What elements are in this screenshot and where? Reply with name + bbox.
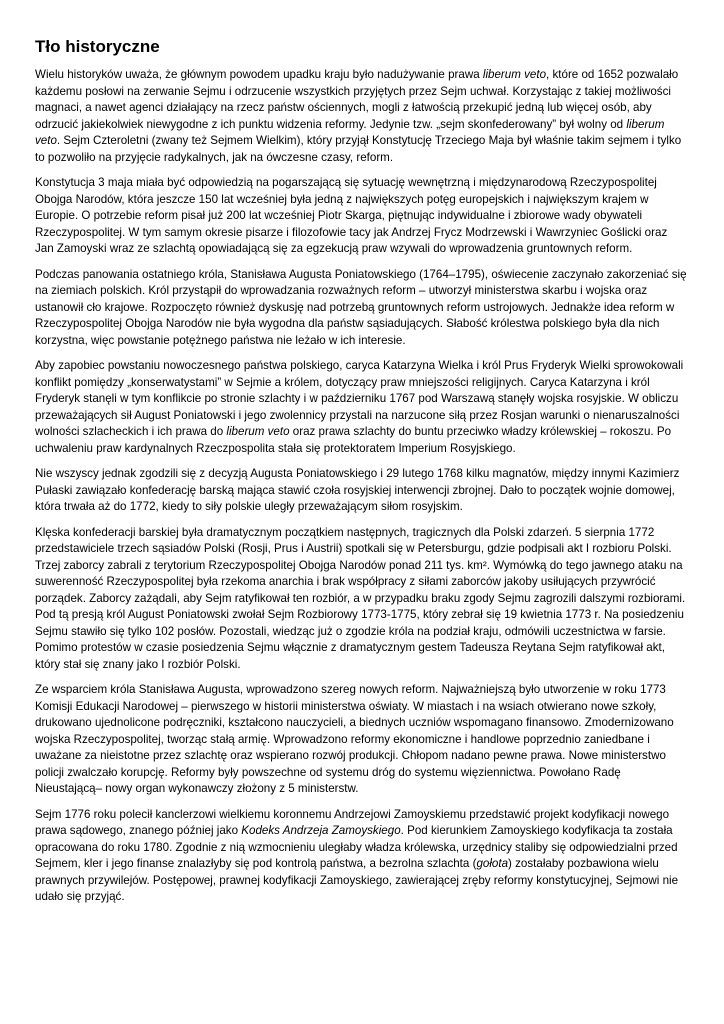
document-page bbox=[35, 36, 689, 915]
text-run: Klęska konfederacji barskiej była dramatycznym początkiem następnych, tragicznych dla Polski zdarzeń. 5 sierpnia 1772 przedstawiciele trzech sąsiadów Polski (Rosji, Prus i Austrii) spotkali się w Petersburgu, gdzie podpisali akt I rozbioru Polski. Trzej zaborcy zabrali z terytorium Rzeczypospolitej Obojga Narodów ponad 211 tys. km². Wymówką do tego jawnego ataku na suwerenność Rzeczypospolitej była rzekoma anarchia i brak współpracy z siłami zaborców jakoby usiłujących przywrócić porządek. Zaborcy zażądali, aby Sejm ratyfikował ten rozbiór, a w przypadku braku zgody Sejmu zagrozili dalszymi rozbiorami. Pod tą presją król August Poniatowski zwołał Sejm Rozbiorowy 1773-1775, który zebrał się 19 kwietnia 1773 r. Na posiedzeniu Sejmu stawiło się tylko 102 posłów. Pozostali, wiedząc już o zgodzie króla na podział kraju, odmówili uczestnictwa w farsie. Pomimo protestów w czasie posiedzenia Sejmu włącznie z dramatycznym gestem Tadeusza Reytana Sejm ratyfikował akt, który stał się znany jako I rozbiór Polski. bbox=[35, 525, 686, 671]
text-run: . Pod kierunkiem Zamoyskiego kodyfikacja ta została opracowana do roku 1780. Zgodnie z nią wzmocnieniu uległaby władza królewska, urzędnicy staliby się odpowiedzialni przed Sejmem, kler i jego finanse znalazłyby się pod kontrolą państwa, a bezrolna szlachta ( bbox=[35, 824, 678, 870]
text-run: Wielu historyków uważa, że głównym powodem upadku kraju było nadużywanie prawa bbox=[35, 68, 483, 81]
paragraph-3 bbox=[35, 267, 689, 350]
italic-term: liberum veto bbox=[482, 68, 547, 81]
italic-term: Kodeks Andrzeja Zamoyskiego bbox=[241, 824, 401, 837]
text-run: Sejm 1776 roku polecił kanclerzowi wielkiemu koronnemu Andrzejowi Zamoyskiemu przedstawić projekt kodyfikacji nowego prawa sądowego, znanego później jako bbox=[35, 807, 670, 837]
text-run: ) zostałaby pozbawiona wielu prawnych przywilejów. Postępowej, prawnej kodyfikacji Zamoyskiego, zawierającej zręby reformy konstytucyjnej, Sejmowi nie udało się przyjąć. bbox=[35, 857, 679, 903]
paragraph-2 bbox=[35, 175, 689, 258]
text-run: oraz prawa szlachty do buntu przeciwko władzy królewskiej – rokoszu. Po uchwaleniu praw kardynalnych Rzeczpospolita stała się protektoratem Imperium Rosyjskiego. bbox=[35, 425, 672, 455]
italic-term: liberum veto bbox=[226, 425, 290, 438]
paragraph-1 bbox=[35, 67, 689, 166]
paragraph-4 bbox=[35, 358, 689, 457]
italic-term: gołota bbox=[476, 857, 509, 870]
text-run: Ze wsparciem króla Stanisława Augusta, wprowadzono szereg nowych reform. Najważniejszą było utworzenie w roku 1773 Komisji Edukacji Narodowej – pierwszego w historii ministerstwa oświaty. W miastach i na wsiach otwierano nowe szkoły, drukowano ujednolicone podręczniki, kształcono nauczycieli, a biednych uczniów wspomagano finansowo. Zmodernizowano wojska Rzeczypospolitej, tworząc stałą armię. Wprowadzono reformy ekonomiczne i handlowe poprzednio zaniedbane i uważane za nieistotne przez szlachtę oraz wspierano rozwój produkcji. Chłopom nadano pewne prawa. Nowe ministerstwo policji zwalczało korupcję. Reformy były powszechne od systemu dróg do systemu więziennictwa. Powołano Radę Nieustającą– nowy organ wykonawczy złożony z 5 ministerstw. bbox=[35, 683, 674, 795]
text-run: Podczas panowania ostatniego króla, Stanisława Augusta Poniatowskiego (1764–1795), oświecenie zaczynało zakorzeniać się na ziemiach polskich. Król przystąpił do wprowadzania rozważnych reform – utworzył ministerstwa skarbu i wojska oraz ustanowił cło krajowe. Rozpoczęto również dyskusję nad potrzebą gruntownych reform ustrojowych. Jednakże idea reform w Rzeczypospolitej Obojga Narodów nie była wygodna dla państw sąsiadujących. Słabość królestwa polskiego była dla nich korzystna, więc powstanie potężnego państwa nie leżało w ich interesie. bbox=[35, 267, 687, 347]
paragraph-8 bbox=[35, 807, 689, 906]
text-run: , które od 1652 pozwalało każdemu posłowi na zerwanie Sejmu i odrzucenie wszystkich przyjętych przez Sejm uchwał. Korzystając z takiej możliwości magnaci, a nawet agenci działający na rzecz państw ościennych, mogli z łatwością przekupić jedną lub więcej osób, aby odrzucić jakiekolwiek niewygodne z ich punktu widzenia reformy. Jedynie tzw. „sejm skonfederowany” był wolny od bbox=[35, 68, 679, 131]
text-run: Nie wszyscy jednak zgodzili się z decyzją Augusta Poniatowskiego i 29 lutego 1768 kilku magnatów, między innymi Kazimierz Pułaski zawiązało konfederację barską mająca stawić czoła rosyjskiej interwencji zbrojnej. Dało to początek wojnie domowej, która trwała aż do 1772, kiedy to siły polskie uległy przeważającym siłom rosyjskim. bbox=[35, 467, 680, 513]
paragraph-6 bbox=[35, 525, 689, 674]
text-run: . Sejm Czteroletni (zwany też Sejmem Wielkim), który przyjął Konstytucję Trzeciego Maja był właśnie takim sejmem i tylko to pozwoliło na przyjęcie radykalnych, jak na ówczesne czasy, reform. bbox=[35, 134, 682, 164]
italic-term: liberum veto bbox=[35, 117, 665, 147]
text-run: Konstytucja 3 maja miała być odpowiedzią na pogarszającą się sytuację wewnętrzną i międzynarodową Rzeczypospolitej Obojga Narodów, która jeszcze 150 lat wcześniej była jedną z największych potęg europejskich i największym krajem w Europie. O potrzebie reform pisał już 200 lat wcześniej Piotr Skarga, piętnując indywidualne i zbiorowe wady obywateli Rzeczypospolitej. W tym samym okresie pisarze i filozofowie tacy jak Andrzej Frycz Modrzewski i Wawrzyniec Goślicki oraz Jan Zamoyski wraz ze szlachtą opowiadającą się za egzekucją praw wzywali do wprowadzenia gruntownych reform. bbox=[35, 176, 668, 255]
text-run: Aby zapobiec powstaniu nowoczesnego państwa polskiego, caryca Katarzyna Wielka i król Prus Fryderyk Wielki sprowokowali konflikt pomiędzy „konserwatystami” w Sejmie a królem, dotyczący praw mniejszości religijnych. Caryca Katarzyna i król Fryderyk stanęli w tym konflikcie po stronie szlachty i w październiku 1767 pod Warszawą stanęły wojska rosyjskie. W obliczu przeważających sił August Poniatowski i jego zwolennicy przystali na narzucone siłą przez Rosjan warunki o nienaruszalności wolności szlacheckich i ich prawa do bbox=[35, 359, 684, 438]
paragraph-5 bbox=[35, 466, 689, 516]
paragraph-7 bbox=[35, 682, 689, 798]
page-title: Tło historyczne bbox=[35, 37, 160, 56]
